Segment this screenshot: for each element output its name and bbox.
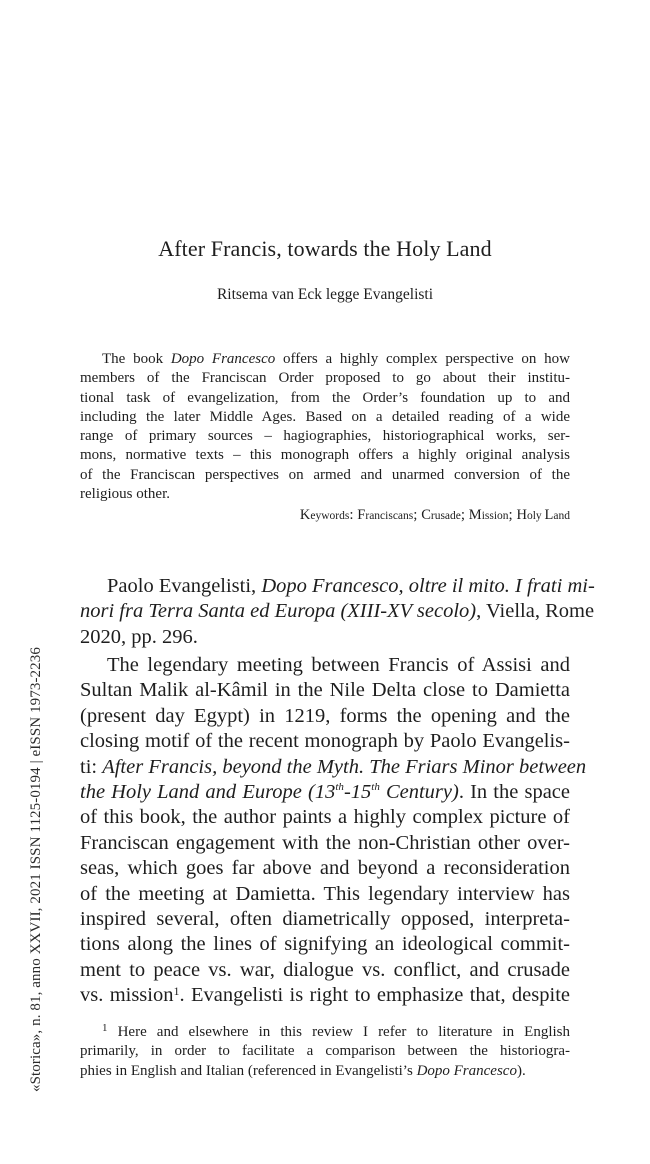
footnote-number: 1 — [102, 1022, 108, 1034]
article-title: After Francis, towards the Holy Land — [158, 236, 492, 261]
body-line: ment to peace vs. war, dialogue vs. conflict, and crusade — [80, 958, 570, 981]
keywords-line — [80, 507, 570, 524]
body-line — [80, 780, 570, 805]
keywords-label: K — [299, 507, 311, 523]
footnote-line — [80, 1023, 570, 1042]
abstract-text: The book — [102, 351, 171, 367]
body-italic-title: the Holy Land and Europe (13 — [80, 781, 336, 804]
footnote — [80, 1023, 570, 1081]
body-italic-title: Century) — [379, 781, 459, 804]
body-line: seas, which goes far above and beyond a reconsideration — [80, 857, 570, 880]
footnote-book-title: Dopo Francesco — [416, 1062, 517, 1079]
abstract-line: tional task of evangelization, from the Order’s foundation up to and — [80, 389, 570, 406]
keywords-label: eywords — [310, 510, 350, 522]
keywords-separator: ; — [460, 507, 469, 523]
body-line: Sultan Malik al-Kâmil in the Nile Delta close to Damietta — [80, 679, 570, 702]
body-line: of the meeting at Damietta. This legendary interview has — [80, 882, 570, 905]
citation-line — [80, 599, 595, 624]
citation-title: nori fra Terra Santa ed Europa (XIII-XV secolo) — [80, 600, 477, 623]
keywords-separator: ; — [508, 507, 517, 523]
body-line: inspired several, often diametrically opposed, interpreta- — [80, 908, 570, 931]
body-line: (present day Egypt) in 1219, forms the opening and the — [80, 704, 570, 727]
keyword: ission — [481, 510, 509, 522]
footnote-text: phies in English and Italian (referenced in Evangelisti’s — [80, 1062, 417, 1079]
body-italic-title: -15 — [343, 781, 372, 804]
body-line — [80, 755, 587, 780]
abstract-text: offers a highly complex perspective on how — [275, 351, 570, 367]
body-line: of this book, the author paints a highly complex picture of — [80, 806, 570, 829]
keywords-separator: : — [349, 507, 358, 523]
abstract-line: range of primary sources – hagiographies, historiographical works, ser- — [80, 428, 570, 445]
superscript: th — [371, 781, 380, 794]
abstract-line: members of the Franciscan Order proposed to go about their institu- — [80, 370, 570, 387]
keyword: and — [553, 510, 570, 522]
abstract-line: mons, normative texts – this monograph offers a highly original analysis — [80, 447, 570, 464]
journal-side-note: «Storica», n. 81, anno XXVII, 2021 ISSN 1125-0194 | eISSN 1973-2236 — [28, 647, 44, 1092]
abstract-line: including the later Middle Ages. Based on a detailed reading of a wide — [80, 408, 570, 425]
body-text: vs. mission — [80, 984, 174, 1007]
body-line: Franciscan engagement with the non-Christian other over- — [80, 831, 570, 854]
keyword: C — [421, 507, 431, 523]
article-subtitle: Ritsema van Eck legge Evangelisti — [216, 286, 434, 303]
keyword: oly — [526, 510, 545, 522]
keyword: M — [468, 507, 482, 523]
citation-author: Paolo Evangelisti, — [107, 575, 262, 597]
keyword: H — [516, 507, 527, 523]
body-line: tions along the lines of signifying an ideological commit- — [80, 933, 570, 956]
body-italic-title: After Francis, beyond the Myth. The Friars Minor between — [102, 755, 587, 778]
footnote-marker[interactable]: 1 — [173, 984, 180, 999]
body-line — [80, 983, 570, 1008]
abstract-line: of the Franciscan perspectives on armed and unarmed conversion of the — [80, 466, 570, 483]
citation-line: 2020, pp. 296. — [80, 625, 198, 648]
citation-publisher: , Viella, Rome — [476, 600, 595, 623]
superscript: th — [335, 781, 344, 794]
abstract — [80, 350, 570, 504]
body-line: The legendary meeting between Francis of Assisi and — [107, 654, 570, 676]
body-text: ti: — [80, 755, 103, 778]
citation-line — [80, 574, 595, 599]
keyword: rusade — [430, 510, 461, 522]
keyword: F — [357, 507, 366, 523]
abstract-line: religious other. — [80, 486, 170, 503]
body-line: closing motif of the recent monograph by Paolo Evangelis- — [80, 730, 570, 753]
abstract-book-title: Dopo Francesco — [170, 351, 276, 367]
footnote-line: primarily, in order to facilitate a comparison between the historiogra- — [80, 1043, 570, 1060]
citation-title: Dopo Francesco, oltre il mito. I frati mi- — [261, 575, 595, 597]
keywords-separator: ; — [413, 507, 422, 523]
footnote-text: Here and elsewhere in this review I refer to literature in English — [107, 1024, 570, 1040]
body-paragraph — [80, 653, 587, 1009]
body-text: . In the space — [458, 781, 571, 804]
body-text: . Evangelisti is right to emphasize that, despite — [179, 984, 570, 1007]
abstract-line — [80, 350, 570, 369]
footnote-text: ). — [516, 1062, 526, 1079]
footnote-line — [80, 1062, 570, 1081]
keyword: ranciscans — [365, 510, 414, 522]
keyword: L — [544, 507, 554, 523]
book-citation — [80, 574, 595, 650]
